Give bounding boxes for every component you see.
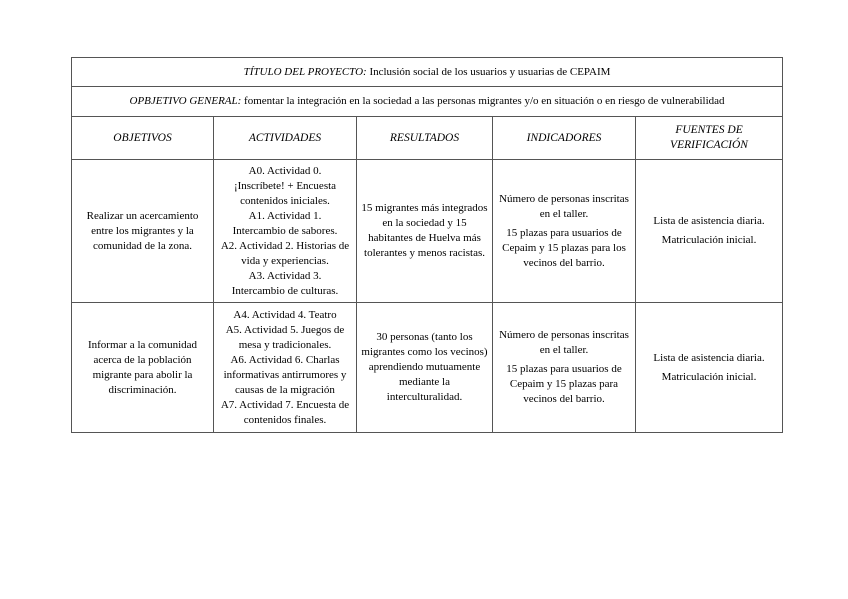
fuentes-cell — [636, 160, 783, 303]
actividad-line: A6. Actividad 6. Charlas informativas antirrumores y causas de la migración — [223, 353, 347, 396]
actividad-line: Intercambio de culturas. — [231, 284, 339, 297]
fuente-text: Matriculación inicial. — [661, 234, 757, 246]
general-objective-text: fomentar la integración en la sociedad a las personas migrantes y/o en situación o en riesgo de vulnerabilidad — [244, 95, 725, 107]
header-objetivos: OBJETIVOS — [72, 117, 214, 160]
actividad-line: A4. Actividad 4. Teatro — [233, 308, 337, 321]
header-row — [72, 117, 783, 160]
header-resultados: RESULTADOS — [357, 117, 493, 160]
table-row — [72, 303, 783, 433]
objetivo-cell: Informar a la comunidad acerca de la población migrante para abolir la discriminación. — [72, 303, 214, 433]
fuente-text: Lista de asistencia diaria. — [653, 215, 765, 227]
indicador-text: 15 plazas para usuarios de Cepaim y 15 plazas para los vecinos del barrio. — [502, 226, 626, 269]
fuente-text: Lista de asistencia diaria. — [653, 351, 765, 364]
actividades-cell — [214, 160, 357, 303]
actividad-line: A2. Actividad 2. Historias de vida y experiencias. — [220, 239, 350, 267]
project-title-text: Inclusión social de los usuarios y usuarias de CEPAIM — [369, 65, 611, 78]
resultado-cell: 30 personas (tanto los migrantes como los vecinos) aprendiendo mutuamente mediante la interculturalidad. — [357, 303, 493, 433]
resultado-cell: 15 migrantes más integrados en la sociedad y 15 habitantes de Huelva más tolerantes y menos racistas. — [357, 160, 493, 303]
fuentes-cell — [636, 303, 783, 433]
indicadores-cell — [493, 160, 636, 303]
objetivo-cell: Realizar un acercamiento entre los migrantes y la comunidad de la zona. — [72, 160, 214, 303]
header-indicadores: INDICADORES — [493, 117, 636, 160]
general-objective-cell — [72, 87, 783, 117]
actividad-line: ¡Inscríbete! + Encuesta contenidos iniciales. — [233, 179, 337, 207]
actividad-line: A3. Actividad 3. — [248, 269, 322, 282]
actividad-line: A0. Actividad 0. — [248, 164, 322, 177]
actividad-line: Intercambio de sabores. — [232, 224, 338, 237]
project-title-cell — [72, 58, 783, 87]
actividad-line: A1. Actividad 1. — [248, 209, 322, 222]
header-actividades: ACTIVIDADES — [214, 117, 357, 160]
actividades-cell — [214, 303, 357, 433]
indicador-text: 15 plazas para usuarios de Cepaim y 15 plazas para vecinos del barrio. — [506, 363, 622, 405]
project-title-label: TÍTULO DEL PROYECTO: — [243, 65, 367, 78]
indicador-text: Número de personas inscritas en el taller. — [499, 192, 629, 220]
actividad-line: A5. Actividad 5. Juegos de mesa y tradicionales. — [225, 323, 345, 351]
indicador-text: Número de personas inscritas en el taller. — [499, 329, 629, 356]
fuente-text: Matriculación inicial. — [661, 370, 757, 383]
actividad-line: A7. Actividad 7. Encuesta de contenidos finales. — [220, 398, 350, 426]
project-table — [71, 57, 783, 433]
header-fuentes: FUENTES DE VERIFICACIÓN — [636, 117, 783, 160]
table-row — [72, 160, 783, 303]
general-objective-row — [72, 87, 783, 117]
title-row — [72, 58, 783, 87]
general-objective-label: OPBJETIVO GENERAL: — [129, 95, 242, 107]
indicadores-cell — [493, 303, 636, 433]
